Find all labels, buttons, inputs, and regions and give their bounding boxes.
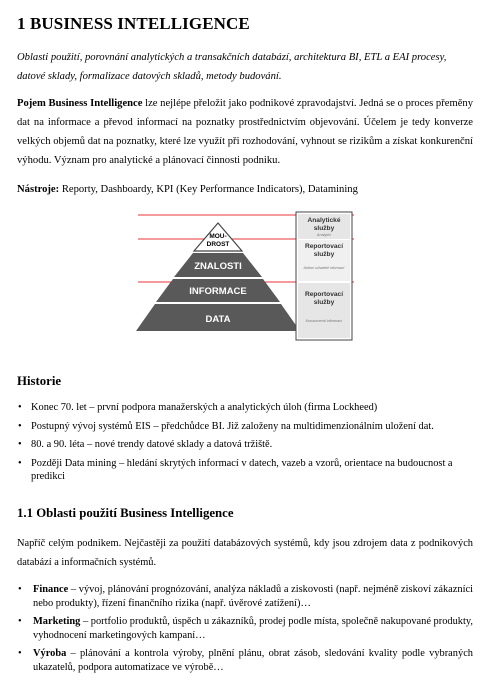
service-1-title-1: Analytické — [307, 217, 341, 224]
list-item — [17, 420, 475, 434]
service-2-title-2: služby — [313, 251, 335, 258]
pyramid-label-data: DATA — [205, 314, 231, 325]
area-name: Výroba — [33, 648, 67, 659]
history-heading: Historie — [17, 374, 62, 388]
bullet-icon: • — [18, 420, 22, 432]
area-text: – vývoj, plánování prognózování, analýza nákladů a ziskovosti (např. nejméně ziskoví zákazníci nebo produkty), řízení finančního rizika (např. úvěrové zatížení)… — [33, 584, 473, 609]
list-item — [17, 615, 473, 642]
bullet-icon: • — [18, 402, 22, 413]
pyramid-label-knowledge: ZNALOSTI — [194, 261, 242, 272]
area-text: – portfolio produktů, úspěch u zákazníků, prodej podle místa, společně nakupované produkty, vyhodnocení marketingových kampaní… — [33, 616, 473, 641]
list-item — [17, 647, 473, 674]
chapter-intro: Oblasti použití, porovnání analytických a transakčních databází, architektura BI, ETL a EAI procesy, datové sklady, formalizace datových skladů, metody budování. — [17, 52, 447, 82]
pyramid-label-information: INFORMACE — [189, 286, 247, 297]
tools-text: Reporty, Dashboardy, KPI (Key Performance Indicators), Datamining — [59, 184, 358, 195]
tools-label: Nástroje: — [17, 184, 60, 195]
service-3-title-2: služby — [313, 299, 335, 306]
services-column — [296, 212, 352, 340]
service-1-sub: Analytici — [316, 233, 332, 237]
pyramid-label-top-1: MOU- — [209, 233, 227, 240]
areas-list — [17, 583, 473, 679]
bullet-icon: • — [18, 584, 22, 595]
history-item-text: Později Data mining – hledání skrytých informací v datech, vazeb a vzorů, orientace na budoucnost a predikci — [31, 457, 453, 482]
service-3-title-1: Reportovací — [304, 291, 344, 298]
list-item — [17, 401, 475, 415]
pyramid-label-top-2: DROST — [206, 241, 230, 248]
service-3-sub: Konzumenti informací — [305, 319, 343, 323]
service-2-title-1: Reportovací — [304, 243, 344, 250]
service-2-sub: Aktivní uživatelé informací — [303, 266, 345, 270]
bullet-icon: • — [18, 616, 22, 627]
list-item — [17, 457, 475, 484]
tools-paragraph — [17, 180, 473, 199]
list-item — [17, 583, 473, 610]
area-name: Marketing — [33, 616, 81, 627]
section-paragraph: Napříč celým podnikem. Nejčastěji za použití databázových systémů, kdy jsou zdrojem data z podnikových databází a informačních systémů. — [17, 538, 473, 568]
definition-text: lze nejlépe přeložit jako podnikové zpravodajství. Jedná se o proces přeměny dat na informace a převod informací na poznatky prostřednictvím objevování. Účelem je tedy konverze velkých objemů dat na poznatky, které lze využít při rozhodování, vyhnout se rizikům a získat konkurenční výhodu. Význam pro analytické a plánovací činnosti podniku. — [17, 98, 473, 166]
history-item-text: Postupný vývoj systémů EIS – předchůdce BI. Již založeny na multidimenzionálním uložení dat. — [31, 420, 434, 432]
bi-pyramid-figure — [132, 205, 360, 351]
area-name: Finance — [33, 584, 69, 595]
list-item — [17, 438, 475, 452]
history-list — [17, 401, 475, 489]
bullet-icon: • — [18, 439, 22, 450]
area-text: – plánování a kontrola výroby, plnění plánu, obrat zásob, sledování kvality podle vybraných ukazatelů, podpora automatizace ve výrobě… — [33, 648, 473, 673]
history-item-text: Konec 70. let – první podpora manažerských a analytických úloh (firma Lockheed) — [31, 402, 378, 413]
service-1-title-2: služby — [313, 225, 335, 232]
section-heading: 1.1 Oblasti použití Business Intelligence — [17, 506, 234, 520]
history-item-text: 80. a 90. léta – nové trendy datové sklady a datová tržiště. — [31, 439, 273, 450]
definition-paragraph — [17, 94, 473, 170]
chapter-heading: 1 BUSINESS INTELLIGENCE — [17, 14, 250, 33]
definition-term: Pojem Business Intelligence — [17, 98, 143, 109]
bullet-icon: • — [18, 457, 22, 469]
bullet-icon: • — [18, 648, 22, 659]
